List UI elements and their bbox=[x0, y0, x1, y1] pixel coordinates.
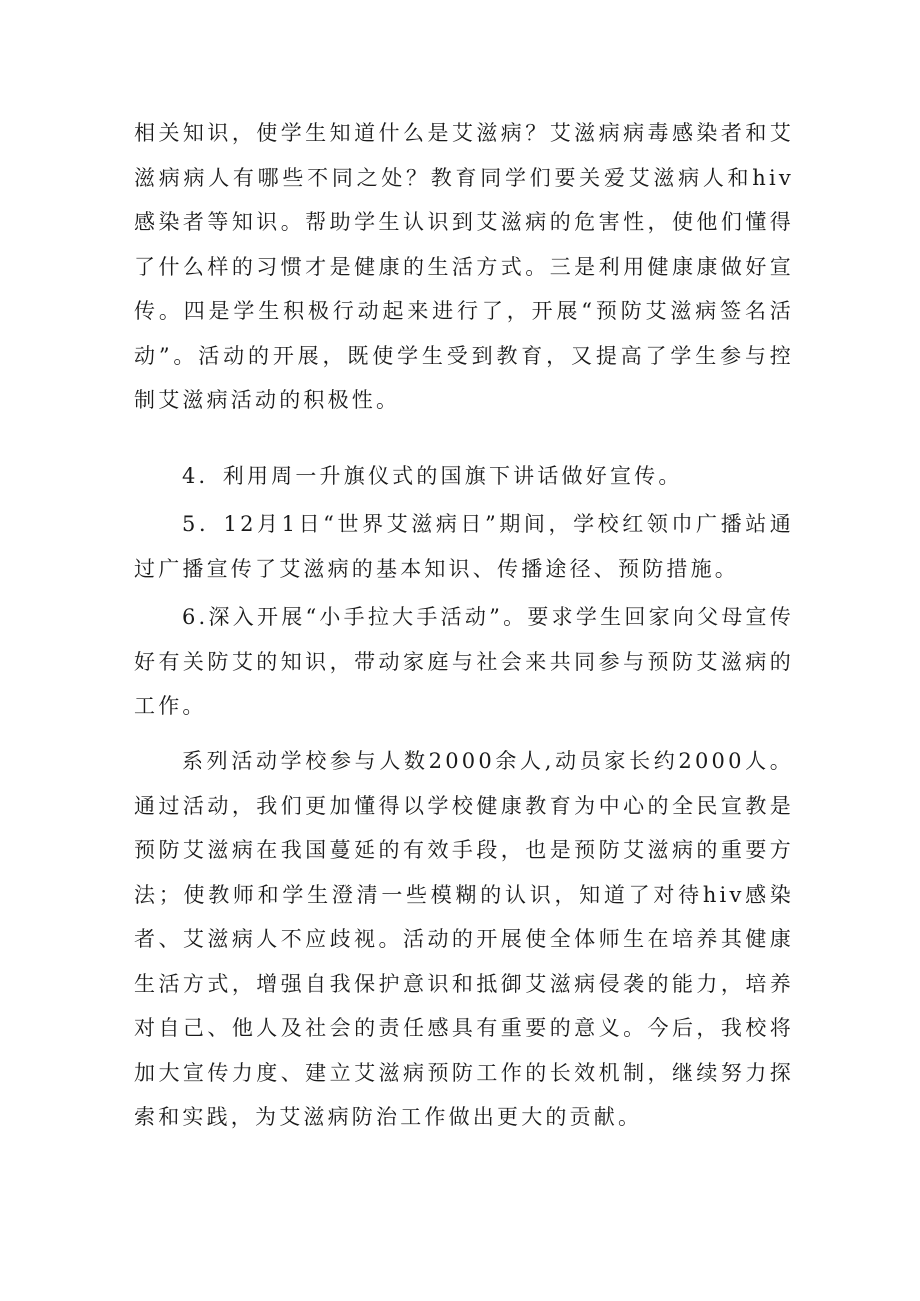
paragraph-item-5: 5．12月1日“世界艾滋病日”期间，学校红领巾广播站通过广播宣传了艾滋病的基本知识、传播途径、预防措施。 bbox=[134, 512, 794, 581]
paragraph-continued-knowledge: 相关知识，使学生知道什么是艾滋病？艾滋病病毒感染者和艾滋病病人有哪些不同之处？教育同学们要关爱艾滋病人和hiv感染者等知识。帮助学生认识到艾滋病的危害性，使他们懂得了什么样的习惯才是健康的生活方式。三是利用健康康做好宣传。四是学生积极行动起来进行了，开展“预防艾滋病签名活动”。活动的开展，既使学生受到教育，又提高了学生参与控制艾滋病活动的积极性。 bbox=[134, 121, 794, 412]
paragraph-item-4: 4．利用周一升旗仪式的国旗下讲话做好宣传。 bbox=[182, 464, 683, 488]
paragraph-summary: 系列活动学校参与人数2000余人,动员家长约2000人。通过活动，我们更加懂得以学校健康教育为中心的全民宣教是预防艾滋病在我国蔓延的有效手段，也是预防艾滋病的重要方法；使教师和学生澄清一些模糊的认识，知道了对待hiv感染者、艾滋病人不应歧视。活动的开展使全体师生在培养其健康生活方式，增强自我保护意识和抵御艾滋病侵袭的能力，培养对自己、他人及社会的责任感具有重要的意义。今后，我校将加大宣传力度、建立艾滋病预防工作的长效机制，继续努力探索和实践，为艾滋病防治工作做出更大的贡献。 bbox=[134, 749, 794, 1129]
paragraph-item-6: 6.深入开展“小手拉大手活动”。要求学生回家向父母宣传好有关防艾的知识，带动家庭与社会来共同参与预防艾滋病的工作。 bbox=[134, 605, 794, 718]
